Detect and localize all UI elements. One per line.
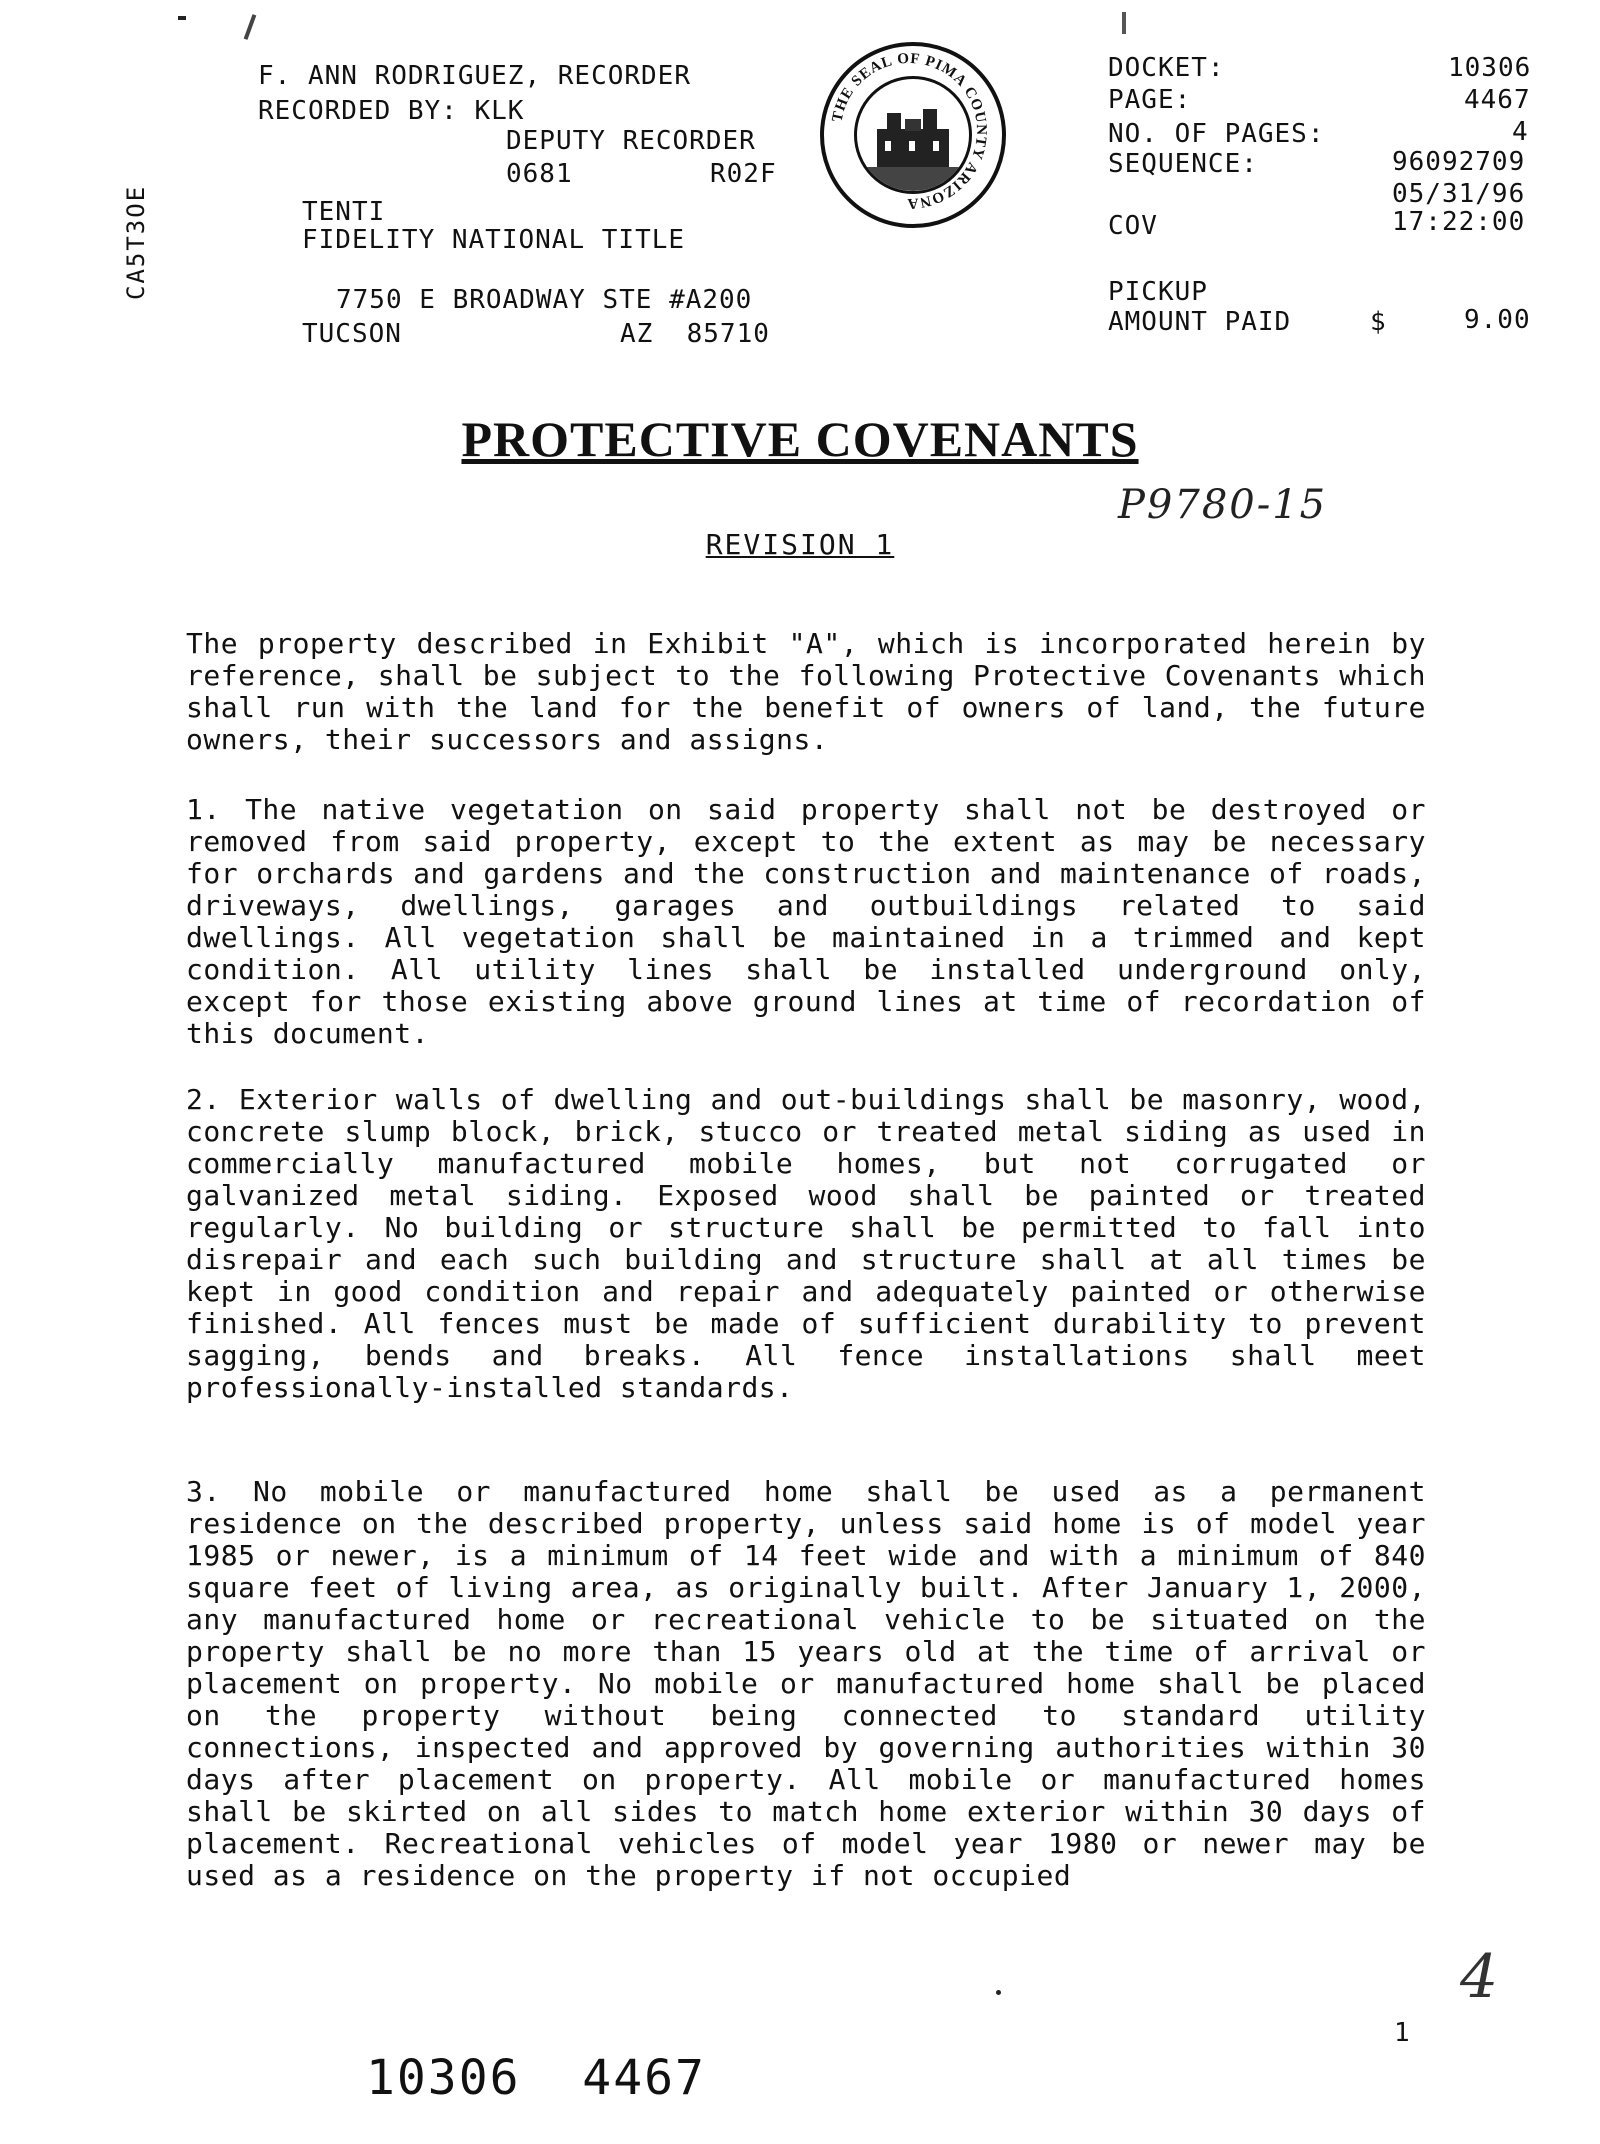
deputy-recorder: DEPUTY RECORDER (506, 126, 756, 156)
county-seal (820, 42, 1006, 228)
requestor-company: FIDELITY NATIONAL TITLE (302, 225, 686, 255)
revision-heading: REVISION 1 (705, 528, 895, 561)
amount-paid-value: 9.00 (1464, 305, 1531, 335)
recorded-by: RECORDED BY: KLK (258, 96, 525, 126)
handwritten-mark: 4 (1460, 1942, 1499, 2012)
covenant-1: 1. The native vegetation on said property shall not be destroyed or removed from said property, except to the extent as may be necessary for orchards and gardens and the construction and maintenance of roads, driveways, dwellings, garages and outbuildings related to said dwellings. All vegetation shall be maintained in a trimmed and kept condition. All utility lines shall be installed underground only, except for those existing above ground lines at time of recordation of this document. (186, 793, 1426, 1050)
recorded-time: 17:22:00 (1392, 207, 1526, 237)
recorder-name: F. ANN RODRIGUEZ, RECORDER (258, 61, 691, 91)
seal-center (854, 76, 972, 194)
handwritten-note: P9780-15 (1118, 482, 1328, 528)
page-number: 1 (1394, 2018, 1410, 2048)
docket-value: 10306 (1448, 53, 1532, 83)
recorder-station: R02F (710, 159, 777, 189)
covenant-3: 3. No mobile or manufactured home shall be used as a permanent residence on the described property, unless said home is of model year 1985 or newer, is a minimum of 14 feet wide and with a minimum of 840 square feet of living area, as originally built. After January 1, 2000, any manufactured home or recreational vehicle to be situated on the property shall be no more than 15 years old at the time of arrival or placement on property. No mobile or manufactured home shall be placed on the property without being connected to standard utility connections, inspected and approved by governing authorities within 30 days after placement on property. All mobile or manufactured homes shall be skirted on all sides to match home exterior within 30 days of placement. Recreational vehicles of model year 1980 or newer may be used as a residence on the property if not occupied (186, 1475, 1426, 1892)
pickup-label: PICKUP (1108, 277, 1208, 307)
stray-mark (1122, 12, 1126, 34)
stray-mark (244, 14, 257, 40)
no-pages-value: 4 (1512, 117, 1529, 147)
cov-label: COV (1108, 211, 1158, 241)
seal-text: THE SEAL OF PIMA COUNTY ARIZONA (829, 50, 990, 212)
covenant-2: 2. Exterior walls of dwelling and out-buildings shall be masonry, wood, concrete slump block, brick, stucco or treated metal siding as used in commercially manufactured mobile homes, but not corrugated or galvanized metal siding. Exposed wood shall be painted or treated regularly. No building or structure shall be permitted to fall into disrepair and each such building and structure shall at all times be kept in good condition and repair and adequately painted or otherwise finished. All fences must be made of sufficient durability to prevent sagging, bends and breaks. All fence installations shall meet professionally-installed standards. (186, 1083, 1426, 1404)
recorder-code: 0681 (506, 159, 573, 189)
amount-paid-label: AMOUNT PAID (1108, 307, 1292, 337)
page-label: PAGE: (1108, 85, 1192, 115)
requestor-city: TUCSON (302, 319, 402, 349)
requestor-state-zip: AZ 85710 (620, 319, 770, 349)
footer-book-page: 10306 4467 (366, 2050, 706, 2106)
page-value: 4467 (1464, 85, 1531, 115)
stray-dot (996, 1990, 1001, 1995)
currency-symbol: $ (1370, 307, 1387, 337)
sequence-value: 96092709 (1392, 147, 1526, 177)
stray-mark (178, 16, 186, 20)
docket-label: DOCKET: (1108, 53, 1225, 83)
requestor-name: TENTI (302, 197, 386, 227)
building-icon (857, 79, 969, 191)
side-stamp: CA5T3OE (122, 184, 150, 300)
document-title: PROTECTIVE COVENANTS (461, 411, 1139, 467)
no-pages-label: NO. OF PAGES: (1108, 119, 1325, 149)
sequence-label: SEQUENCE: (1108, 149, 1258, 179)
recorded-date: 05/31/96 (1392, 179, 1526, 209)
intro-paragraph: The property described in Exhibit "A", which is incorporated herein by reference, shall be subject to the following Protective Covenants which shall run with the land for the benefit of owners of land, the future owners, their successors and assigns. (186, 627, 1426, 756)
requestor-address: 7750 E BROADWAY STE #A200 (336, 285, 753, 315)
